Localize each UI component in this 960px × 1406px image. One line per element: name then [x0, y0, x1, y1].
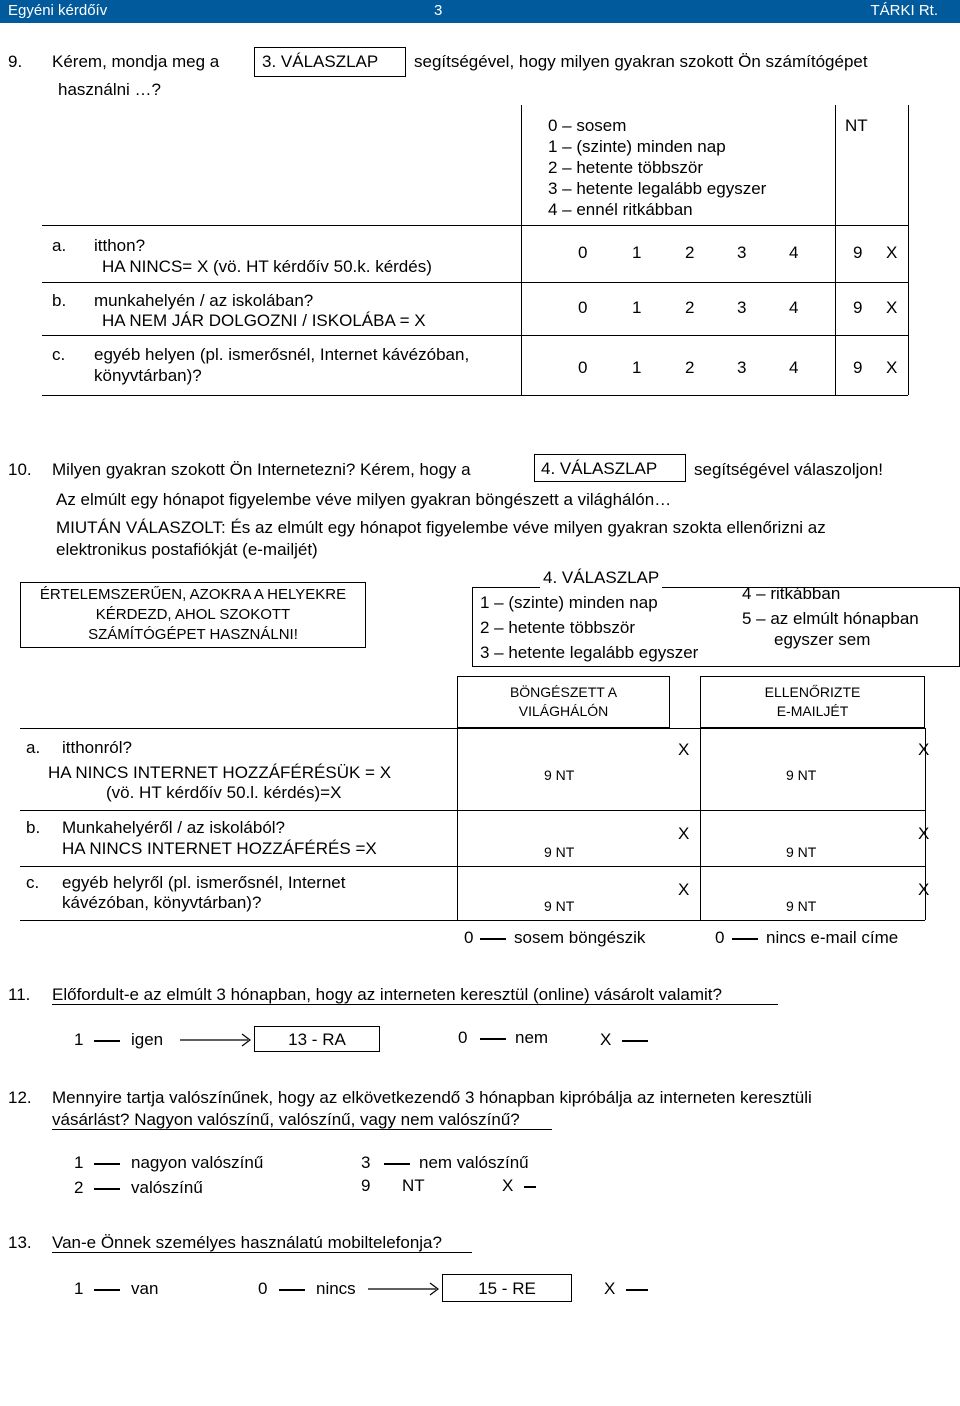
- code-1[interactable]: 1: [632, 358, 642, 377]
- q9-text-after: segítségével, hogy milyen gyakran szokott Ön számítógépet: [414, 52, 868, 71]
- code-4[interactable]: 4: [789, 298, 799, 317]
- q11-text: Előfordult-e az elmúlt 3 hónapban, hogy az interneten keresztül (online) vásárolt valamit?: [52, 985, 722, 1004]
- dash-line: [279, 1289, 305, 1291]
- q9-item-a-letter: a.: [52, 236, 67, 255]
- code-1[interactable]: 1: [632, 298, 642, 317]
- q10-line4: elektronikus postafiókját (e-mailjét): [56, 540, 318, 559]
- q13-underline: [52, 1252, 472, 1253]
- q10-item-a-letter: a.: [26, 738, 41, 757]
- code-2[interactable]: 2: [685, 243, 695, 262]
- code-4[interactable]: 4: [789, 358, 799, 377]
- code-3[interactable]: 3: [737, 298, 747, 317]
- q10-col2-line1: ELLENŐRIZTE: [764, 684, 861, 700]
- code-2[interactable]: 2: [685, 358, 695, 377]
- q12-line1: Mennyire tartja valószínűnek, hogy az elkövetkezendő 3 hónapban kipróbálja az interneten keresztüli: [52, 1088, 812, 1107]
- q10-b-col1-x[interactable]: X: [678, 824, 690, 843]
- q10-c-col1-x[interactable]: X: [678, 880, 690, 899]
- q11-jump-label: 13 - RA: [288, 1030, 346, 1049]
- q10-item-c-line1: egyéb helyről (pl. ismerősnél, Internet: [62, 873, 346, 892]
- header-left: Egyéni kérdőív: [8, 2, 108, 19]
- q9-legend-0: 0 – sosem: [548, 116, 627, 135]
- q9-item-b-line1: munkahelyén / az iskolában?: [94, 291, 314, 310]
- q10-grid-line: [700, 728, 701, 920]
- q10-text-after: segítségével válaszoljon!: [694, 460, 884, 479]
- q10-a-col2-x[interactable]: X: [918, 740, 930, 759]
- q12-opt2-label: valószínű: [131, 1178, 203, 1197]
- q10-card-label: 4. VÁLASZLAP: [541, 459, 658, 478]
- page-header: [0, 0, 960, 23]
- q10-number: 10.: [8, 460, 32, 479]
- q9-item-c-line1: egyéb helyen (pl. ismerősnél, Internet kávézóban,: [94, 345, 470, 364]
- q9-nt-label: NT: [845, 116, 868, 135]
- q9-grid-header-line: [42, 225, 908, 226]
- q13-number: 13.: [8, 1233, 32, 1252]
- arrow-right-icon: [366, 1280, 442, 1298]
- header-right: TÁRKI Rt.: [870, 2, 938, 19]
- q10-b-col2-x[interactable]: X: [918, 824, 930, 843]
- q10-item-a-line1: itthonról?: [62, 738, 132, 757]
- q11-x-code[interactable]: X: [600, 1030, 612, 1049]
- q12-opt1-code[interactable]: 1: [74, 1153, 84, 1172]
- q10-b-col1-nt[interactable]: 9 NT: [544, 844, 575, 860]
- q9-grid-row-line: [42, 282, 908, 283]
- q10-line3: MIUTÁN VÁLASZOLT: És az elmúlt egy hónapot figyelembe véve milyen gyakran szokta ellenőrizni az: [56, 518, 826, 537]
- q13-opt0-code[interactable]: 0: [258, 1279, 268, 1298]
- q9-grid-left-line: [521, 105, 522, 395]
- q10-card-right-1: 4 – ritkábban: [742, 584, 841, 603]
- q10-grid-row-line: [20, 810, 925, 811]
- q10-grid-bottom-line: [20, 920, 925, 921]
- q9-grid-row-line: [42, 335, 908, 336]
- q10-grid-row-line: [20, 866, 925, 867]
- q11-underline: [52, 1004, 778, 1005]
- q10-c-col2-nt[interactable]: 9 NT: [786, 898, 817, 914]
- q13-opt1-code[interactable]: 1: [74, 1279, 84, 1298]
- code-3[interactable]: 3: [737, 358, 747, 377]
- q12-opt1-label: nagyon valószínű: [131, 1153, 264, 1172]
- dash-line: [94, 1163, 120, 1165]
- q11-opt0-code[interactable]: 0: [458, 1028, 468, 1047]
- q10-c-col1-nt[interactable]: 9 NT: [544, 898, 575, 914]
- q9-text-line2: használni …?: [58, 80, 162, 99]
- code-x[interactable]: X: [886, 298, 898, 317]
- q13-opt0-label: nincs: [316, 1279, 356, 1298]
- q10-card-left-2: 2 – hetente többször: [480, 618, 636, 637]
- q11-opt0-label: nem: [515, 1028, 549, 1047]
- q11-opt1-label: igen: [131, 1030, 164, 1049]
- q12-x-code[interactable]: X: [502, 1176, 514, 1195]
- q9-card-label: 3. VÁLASZLAP: [262, 52, 379, 71]
- q10-grid-line: [457, 728, 458, 920]
- q10-a-col1-x[interactable]: X: [678, 740, 690, 759]
- code-9[interactable]: 9: [853, 243, 863, 262]
- code-1[interactable]: 1: [632, 243, 642, 262]
- dash-line: [524, 1186, 536, 1188]
- q10-line2: Az elmúlt egy hónapot figyelembe véve milyen gyakran böngészett a világhálón…: [56, 490, 672, 509]
- dash-line: [94, 1188, 120, 1190]
- q9-grid-mid-line: [835, 105, 836, 395]
- q10-item-a-line2: HA NINCS INTERNET HOZZÁFÉRÉSÜK = X: [48, 763, 392, 782]
- q10-card-left-1: 1 – (szinte) minden nap: [480, 593, 658, 612]
- q10-item-a-line3: (vö. HT kérdőív 50.l. kérdés)=X: [106, 783, 342, 802]
- q9-legend-4: 4 – ennél ritkábban: [548, 200, 693, 219]
- q10-item-c-line2: kávézóban, könyvtárban)?: [62, 893, 262, 912]
- dash-line: [480, 938, 506, 940]
- q9-item-b-line2: HA NEM JÁR DOLGOZNI / ISKOLÁBA = X: [102, 311, 426, 330]
- q9-item-c-line2: könyvtárban)?: [94, 366, 202, 385]
- q10-card-right-2: 5 – az elmúlt hónapban: [742, 609, 919, 628]
- q10-item-c-letter: c.: [26, 873, 40, 892]
- q10-a-col1-nt[interactable]: 9 NT: [544, 767, 575, 783]
- q9-legend-2: 2 – hetente többször: [548, 158, 704, 177]
- code-2[interactable]: 2: [685, 298, 695, 317]
- q13-jump-label: 15 - RE: [478, 1279, 536, 1298]
- q11-opt1-code[interactable]: 1: [74, 1030, 84, 1049]
- q10-instruction-line2: KÉRDEZD, AHOL SZOKOTT: [95, 606, 291, 623]
- arrow-right-icon: [178, 1031, 254, 1049]
- q13-x-code[interactable]: X: [604, 1279, 616, 1298]
- q9-item-a-line1: itthon?: [94, 236, 146, 255]
- q12-opt3-label: nem valószínű: [419, 1153, 529, 1172]
- dash-line: [622, 1040, 648, 1042]
- q10-c-col2-x[interactable]: X: [918, 880, 930, 899]
- header-page-number: 3: [434, 2, 443, 19]
- q10-instruction-line3: SZÁMÍTÓGÉPET HASZNÁLNI!: [88, 626, 298, 643]
- dash-line: [384, 1163, 410, 1165]
- q10-col2-line2: E-MAILJÉT: [776, 703, 849, 719]
- q12-opt3-code[interactable]: 3: [361, 1153, 371, 1172]
- q10-item-b-line2: HA NINCS INTERNET HOZZÁFÉRÉS =X: [62, 839, 377, 858]
- q9-item-b-letter: b.: [52, 291, 67, 310]
- q9-number: 9.: [8, 52, 23, 71]
- q10-a-col2-nt[interactable]: 9 NT: [786, 767, 817, 783]
- q9-legend-3: 3 – hetente legalább egyszer: [548, 179, 767, 198]
- q9-text-before: Kérem, mondja meg a: [52, 52, 220, 71]
- q10-item-b-letter: b.: [26, 818, 41, 837]
- code-x[interactable]: X: [886, 243, 898, 262]
- q9-grid-right-line: [908, 105, 909, 395]
- code-4[interactable]: 4: [789, 243, 799, 262]
- code-0[interactable]: 0: [578, 358, 588, 377]
- q12-underline: [52, 1129, 552, 1130]
- q12-opt9-label: NT: [402, 1176, 425, 1195]
- q10-footer1-label: sosem böngészik: [514, 928, 646, 947]
- dash-line: [94, 1040, 120, 1042]
- q13-opt1-label: van: [131, 1279, 159, 1298]
- code-9[interactable]: 9: [853, 358, 863, 377]
- q10-text-before: Milyen gyakran szokott Ön Internetezni? Kérem, hogy a: [52, 460, 471, 479]
- q12-line2: vásárlást? Nagyon valószínű, valószínű, vagy nem valószínű?: [52, 1110, 520, 1129]
- q10-card-title: 4. VÁLASZLAP: [540, 568, 662, 588]
- q10-grid-header-line: [20, 728, 925, 729]
- q11-number: 11.: [8, 985, 31, 1004]
- q9-item-a-line2: HA NINCS= X (vö. HT kérdőív 50.k. kérdés): [102, 257, 432, 276]
- q10-footer2-label: nincs e-mail címe: [766, 928, 899, 947]
- q13-text: Van-e Önnek személyes használatú mobiltelefonja?: [52, 1233, 442, 1252]
- code-0[interactable]: 0: [578, 298, 588, 317]
- code-0[interactable]: 0: [578, 243, 588, 262]
- q12-opt2-code[interactable]: 2: [74, 1178, 84, 1197]
- q9-grid-bottom-line: [42, 395, 908, 396]
- q10-footer1-code[interactable]: 0: [464, 928, 474, 947]
- dash-line: [626, 1289, 648, 1291]
- q12-number: 12.: [8, 1088, 32, 1107]
- q10-b-col2-nt[interactable]: 9 NT: [786, 844, 817, 860]
- dash-line: [480, 1038, 506, 1040]
- q10-card-left-3: 3 – hetente legalább egyszer: [480, 643, 699, 662]
- q10-card-right-3: egyszer sem: [774, 630, 871, 649]
- q10-col1-line2: VILÁGHÁLÓN: [518, 703, 609, 719]
- code-3[interactable]: 3: [737, 243, 747, 262]
- q9-legend-1: 1 – (szinte) minden nap: [548, 137, 726, 156]
- code-9[interactable]: 9: [853, 298, 863, 317]
- code-x[interactable]: X: [886, 358, 898, 377]
- q10-col1-line1: BÖNGÉSZETT A: [509, 684, 618, 700]
- q10-instruction-line1: ÉRTELEMSZERŰEN, AZOKRA A HELYEKRE: [39, 586, 347, 603]
- dash-line: [732, 938, 758, 940]
- q12-opt9-code[interactable]: 9: [361, 1176, 371, 1195]
- q10-footer2-code[interactable]: 0: [715, 928, 725, 947]
- dash-line: [94, 1289, 120, 1291]
- q10-item-b-line1: Munkahelyéről / az iskolából?: [62, 818, 286, 837]
- q9-item-c-letter: c.: [52, 345, 66, 364]
